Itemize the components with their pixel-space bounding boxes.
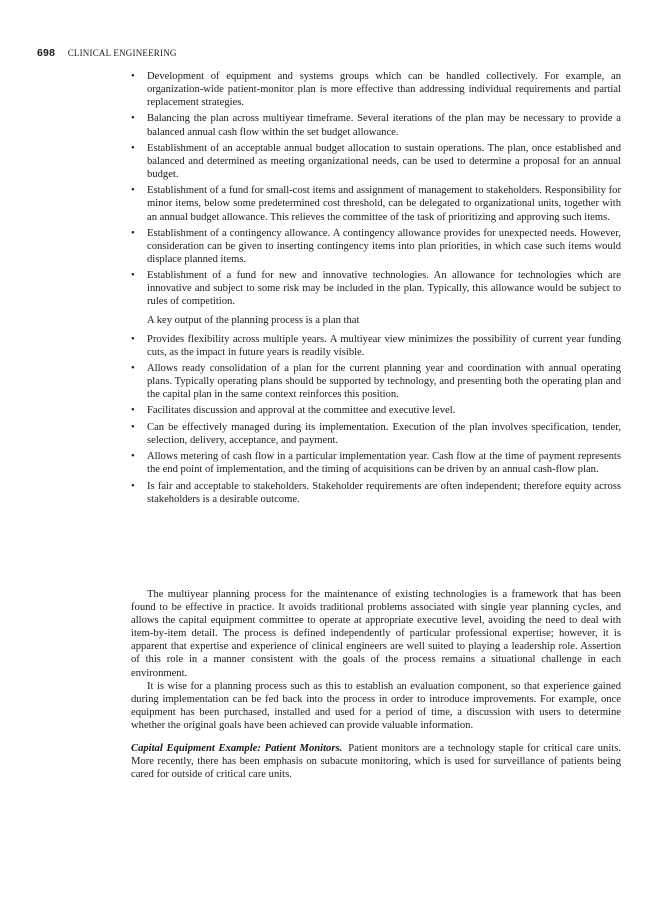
list-item: • Balancing the plan across multiyear timeframe. Several iterations of the plan may be necessary to provide a balanced annual cash flow within the set budget allowance. — [131, 113, 621, 138]
bullet-icon: • — [131, 333, 135, 345]
example-paragraph — [131, 742, 621, 781]
list-item: • Can be effectively managed during its implementation. Execution of the plan involves specification, tender, selection, delivery, acceptance, and payment. — [131, 421, 621, 446]
bullet-icon: • — [131, 142, 135, 154]
list-item: • Is fair and acceptable to stakeholders. Stakeholder requirements are often independent; therefore equity across stakeholders is a desirable outcome. — [131, 480, 621, 505]
bullet-icon: • — [131, 405, 135, 417]
running-title: CLINICAL ENGINEERING — [67, 48, 177, 58]
list-item: • Establishment of an acceptable annual budget allocation to sustain operations. The plan, once established and balanced and determined as meeting organizational needs, can be used to determine a proposal for an annual budget. — [131, 142, 621, 181]
lead-in-sentence: A key output of the planning process is a plan that — [147, 314, 360, 326]
example-title: Capital Equipment Example: Patient Monitors. — [131, 743, 343, 755]
list-item: • Allows metering of cash flow in a particular implementation year. Cash flow at the time of payment represents the end point of implementation, and the timing of acquisitions can be driven by an annual cash-flow plan. — [131, 451, 621, 476]
list-item: • Establishment of a fund for new and innovative technologies. An allowance for technologies which are innovative and subject to some risk may be included in the plan. Typically, this allowance would be subject to rules of competition. — [131, 270, 621, 308]
paragraph: It is wise for a planning process such as this to establish an evaluation component, so that experience gained during implementation can be fed back into the process in order to introduce improvements. For example, once equipment has been purchased, installed and used for a period of time, a discussion with users to determine whether the original goals have been achieved can provide valuable information. — [131, 680, 621, 731]
paragraph: The multiyear planning process for the maintenance of existing technologies is a framework that has been found to be effective in practice. It avoids traditional problems associated with single year planning cycles, and allows the capital equipment committee to operate at appropriate executive level, avoiding the need to deal with item-by-item detail. The process is defined independently of particular professional expertise; however, it is apparent that expertise and experience of clinical engineers are well suited to playing a leadership role. Assertion of this role in a manner consistent with the goals of the process remains a situational challenge in each environment. — [131, 589, 621, 679]
bullet-icon: • — [131, 185, 135, 197]
bullet-icon: • — [131, 270, 135, 282]
bullet-icon: • — [131, 113, 135, 125]
example-text: Patient monitors are a technology staple for critical care units. More recently, there has been emphasis on subacute monitoring, which is used for surveillance of patients being cared for outside of critical care units. — [131, 743, 621, 781]
page-number: 698 — [37, 47, 56, 59]
bullet-icon: • — [131, 227, 135, 239]
list-item: • Facilitates discussion and approval at the committee and executive level. — [131, 405, 456, 417]
body-paragraphs — [131, 588, 621, 781]
bullet-icon: • — [131, 71, 135, 82]
list-item: • Establishment of a contingency allowance. A contingency allowance provides for unexpected needs. However, consideration can be given to inserting contingency items into plan priorities, in which case such items would displace planned items. — [131, 227, 621, 265]
bullet-icon: • — [131, 451, 135, 463]
bullet-list-planning-elements — [131, 70, 621, 309]
bullet-icon: • — [131, 480, 135, 492]
list-item: • Provides flexibility across multiple years. A multiyear view minimizes the possibility of current year funding cuts, as the impact in future years is readily visible. — [131, 333, 621, 358]
bullet-list-plan-outputs — [131, 333, 621, 506]
list-item: • Establishment of a fund for small-cost items and assignment of management to stakeholders. Responsibility for minor items, below some predetermined cost threshold, can be delegated to organizational units, together with an annual budget allowance. This relieves the committee of the task of prioritizing and approving such items. — [131, 185, 621, 223]
list-item: • Development of equipment and systems groups which can be handled collectively. For example, an organization-wide patient-monitor plan is more effective than addressing individual requirements and partial replacement strategies. — [131, 71, 621, 109]
body-text — [131, 70, 621, 509]
bullet-icon: • — [131, 421, 135, 433]
bullet-icon: • — [131, 363, 135, 374]
list-item: • Allows ready consolidation of a plan for the current planning year and coordination with annual operating plans. Typically operating plans should be supported by technology, and presenting both the operating plan and the capital plan in the same context reinforces this position. — [131, 363, 621, 401]
page-header — [37, 47, 637, 59]
